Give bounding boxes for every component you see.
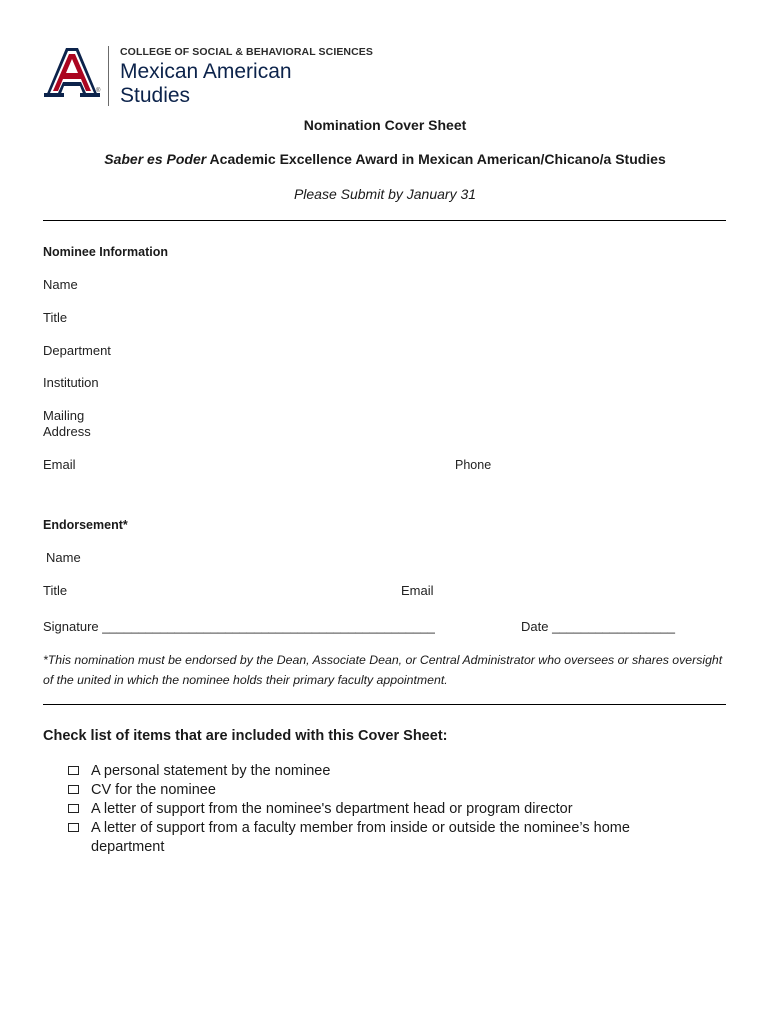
college-name: COLLEGE OF SOCIAL & BEHAVIORAL SCIENCES <box>120 46 374 58</box>
bottom-divider <box>43 704 726 705</box>
list-item <box>66 762 706 781</box>
list-item <box>66 781 706 800</box>
checklist-item-label: A personal statement by the nominee <box>91 763 331 779</box>
checkbox-icon[interactable] <box>68 804 79 813</box>
checklist-item-label: A letter of support from the nominee's department head or program director <box>91 801 573 817</box>
award-name <box>0 151 770 167</box>
list-item <box>66 819 706 857</box>
signature-line: Signature ______________________________________________ <box>43 619 435 634</box>
nominee-department-label: Department <box>43 343 111 358</box>
registered-mark: ® <box>96 88 101 94</box>
nominee-institution-label: Institution <box>43 375 99 390</box>
nominee-mailing-address-label <box>43 408 91 440</box>
mailing-label-line-2: Address <box>43 424 91 439</box>
date-line: Date _________________ <box>521 619 675 634</box>
checklist-heading: Check list of items that are included with this Cover Sheet: <box>43 728 448 744</box>
checkbox-icon[interactable] <box>68 823 79 832</box>
endorser-title-label: Title <box>43 583 68 598</box>
nominee-phone-label: Phone <box>455 458 492 472</box>
endorser-name-label: Name <box>46 550 81 565</box>
mailing-label-line-1: Mailing <box>43 408 85 423</box>
checkbox-icon[interactable] <box>68 785 79 794</box>
checkbox-icon[interactable] <box>68 766 79 775</box>
checklist-item-label: A letter of support from a faculty member from inside or outside the nominee’s home department <box>91 820 630 855</box>
list-item <box>66 800 706 819</box>
department-line-1: Mexican American <box>120 60 292 83</box>
checklist <box>66 762 706 857</box>
nominee-email-label: Email <box>43 457 76 472</box>
endorsement-section-heading: Endorsement* <box>43 518 128 532</box>
endorsement-note: *This nomination must be endorsed by the Dean, Associate Dean, or Central Administrator who oversees or shares oversight of the united in which the nominee holds their primary faculty appointment. <box>43 653 723 687</box>
nominee-name-label: Name <box>43 277 78 292</box>
nominee-title-label: Title <box>43 310 68 325</box>
nominee-section-heading: Nominee Information <box>43 245 169 259</box>
department-line-2: Studies <box>120 84 191 107</box>
award-name-italic: Saber es Poder <box>104 151 207 167</box>
document-title: Nomination Cover Sheet <box>303 117 467 133</box>
top-divider <box>43 220 726 221</box>
logo-divider <box>108 46 109 106</box>
submission-deadline: Please Submit by January 31 <box>293 186 477 202</box>
endorser-email-label: Email <box>401 583 434 598</box>
award-name-rest: Academic Excellence Award in Mexican American/Chicano/a Studies <box>206 151 666 167</box>
checklist-item-label: CV for the nominee <box>91 782 216 798</box>
university-a-logo-icon <box>44 46 100 98</box>
department-name <box>120 60 292 108</box>
